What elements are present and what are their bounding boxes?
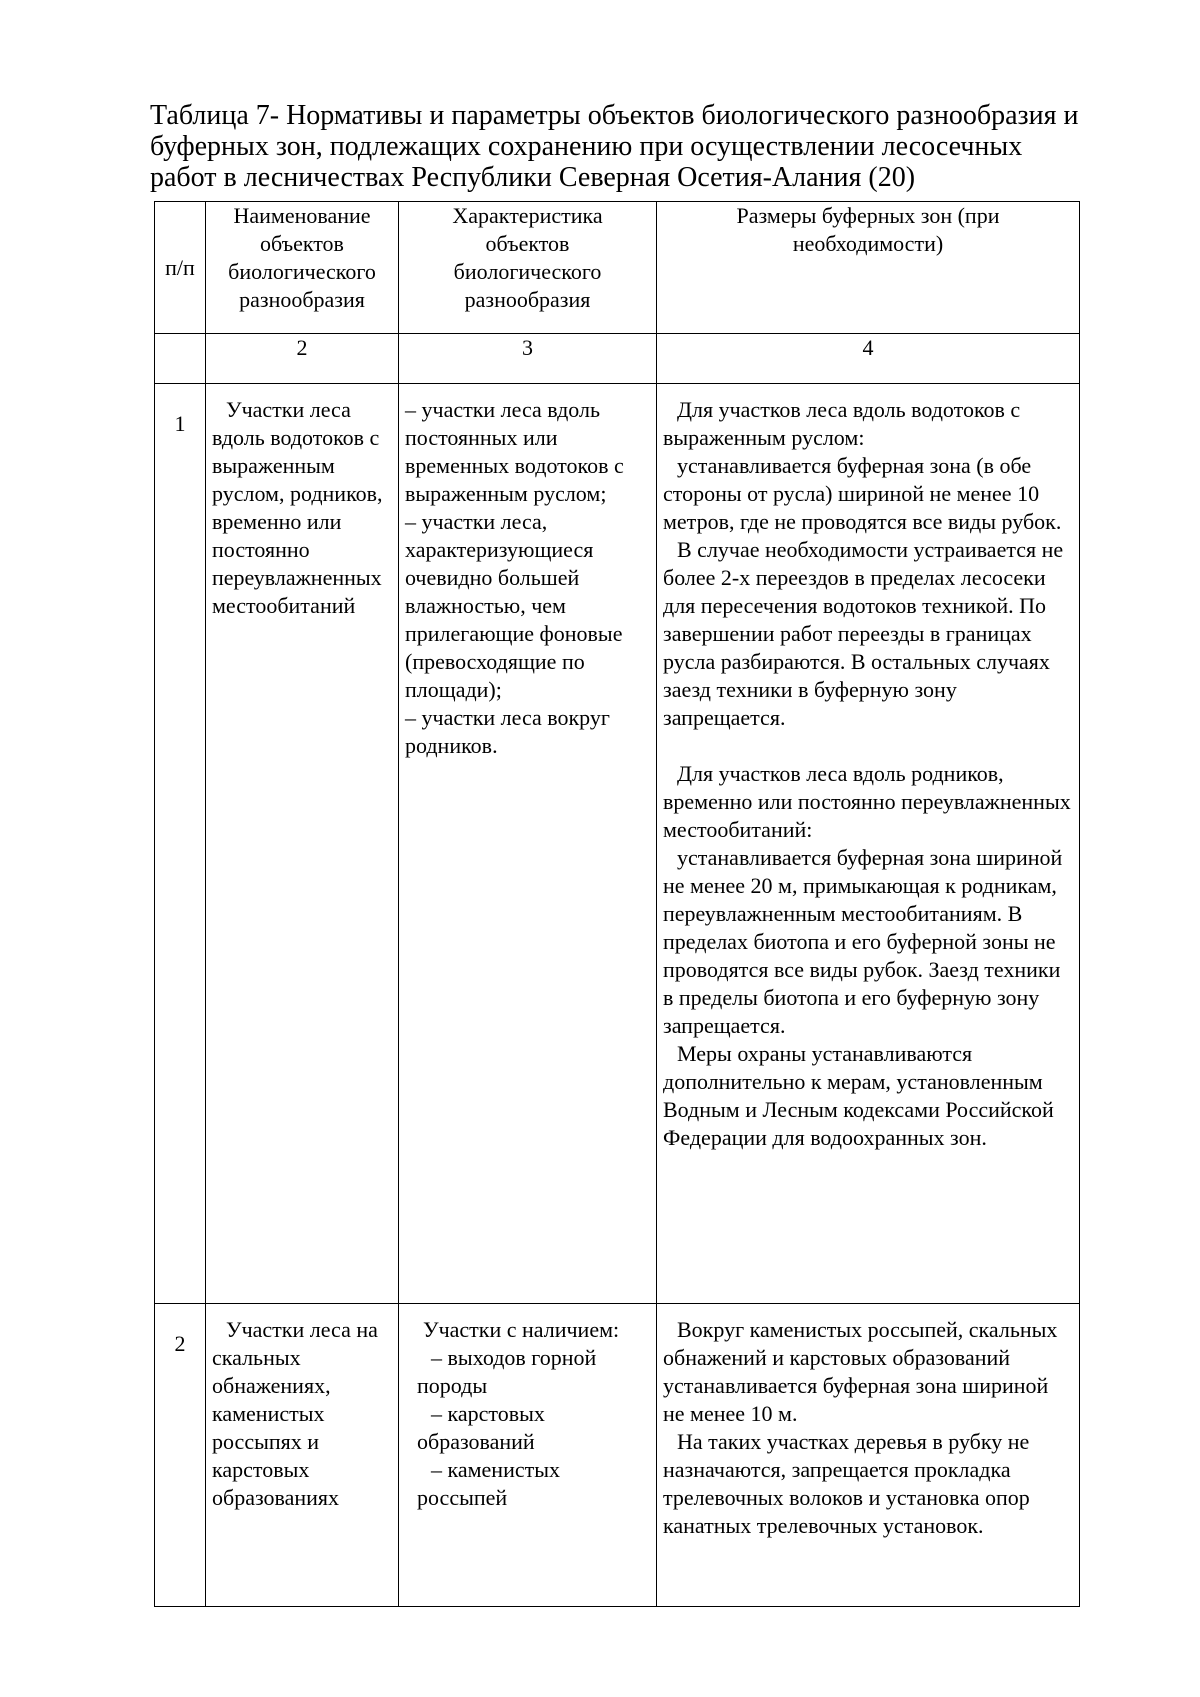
buffer-paragraph: устанавливается буферная зона шириной не менее 20 м, примыкающая к родникам, переувлажненным местообитаниям. В пределах биотопа и его буферной зоны не проводятся все виды рубок. Заезд техники в пределы биотопа и его буферную зону запрещается. <box>663 845 1063 1038</box>
characteristic-item: – участки леса вокруг родников. <box>405 705 610 758</box>
buffer-paragraph: Меры охраны устанавливаются дополнительно к мерам, установленным Водным и Лесным кодексами Российской Федерации для водоохранных зон. <box>663 1041 1054 1150</box>
buffer-zone-cell <box>657 384 1080 1304</box>
object-name-cell <box>206 1304 399 1607</box>
object-name: Участки леса на скальных обнажениях, каменистых россыпях и карстовых образованиях <box>212 1317 378 1510</box>
row-number-cell <box>155 384 206 1304</box>
header-characteristics-label: Характеристика объектов биологического разнообразия <box>452 203 603 312</box>
header-col-name <box>206 202 399 334</box>
header-col-buffer <box>657 202 1080 334</box>
characteristics-cell <box>399 384 657 1304</box>
characteristic-item: – каменистых россыпей <box>417 1457 561 1510</box>
buffer-paragraph: Вокруг каменистых россыпей, скальных обнажений и карстовых образований устанавливается буферная зона шириной не менее 10 м. <box>663 1317 1058 1426</box>
characteristic-item: – участки леса вдоль постоянных или временных водотоков с выраженным руслом; <box>405 397 624 506</box>
buffer-paragraph: Для участков леса вдоль родников, временно или постоянно переувлажненных местообитаний: <box>663 761 1071 842</box>
row-number: 1 <box>174 411 186 436</box>
column-numbers-row <box>155 334 1080 384</box>
object-name-cell <box>206 384 399 1304</box>
colnum-1 <box>155 334 206 384</box>
buffer-paragraph: На таких участках деревья в рубку не назначаются, запрещается прокладка трелевочных волоков и установка опор канатных трелевочных установок. <box>663 1429 1030 1538</box>
characteristics-cell <box>399 1304 657 1607</box>
row-number: 2 <box>174 1331 186 1356</box>
colnum-2: 2 <box>206 334 399 384</box>
biodiversity-table <box>154 201 1080 1607</box>
header-num-label: п/п <box>165 255 195 280</box>
header-col-num <box>155 202 206 334</box>
header-buffer-label: Размеры буферных зон (при необходимости) <box>736 203 1000 256</box>
characteristic-item: – выходов горной породы <box>417 1345 597 1398</box>
table-row <box>155 384 1080 1304</box>
row-number-cell <box>155 1304 206 1607</box>
header-name-label: Наименование объектов биологического разнообразия <box>228 203 376 312</box>
header-col-characteristics <box>399 202 657 334</box>
table-caption: Таблица 7- Нормативы и параметры объектов биологического разнообразия и буферных зон, подлежащих сохранению при осуществлении лесосечных работ в лесничествах Республики Северная Осетия-Алания (20) <box>150 100 1079 193</box>
buffer-paragraph: устанавливается буферная зона (в обе стороны от русла) шириной не менее 10 метров, где не проводятся все виды рубок. <box>663 453 1062 534</box>
colnum-4: 4 <box>657 334 1080 384</box>
characteristic-item: – участки леса, характеризующиеся очевидно большей влажностью, чем прилегающие фоновые (превосходящие по площади); <box>405 509 623 702</box>
buffer-zone-cell <box>657 1304 1080 1607</box>
page <box>150 100 1080 193</box>
characteristic-item: – карстовых образований <box>417 1401 545 1454</box>
table-row <box>155 1304 1080 1607</box>
characteristic-intro: Участки с наличием: <box>423 1317 620 1342</box>
table-header-row <box>155 202 1080 334</box>
buffer-paragraph: В случае необходимости устраивается не более 2-х переездов в пределах лесосеки для пересечения водотоков техникой. По завершении работ переезды в границах русла разбираются. В остальных случаях заезд техники в буферную зону запрещается. <box>663 537 1064 730</box>
object-name: Участки леса вдоль водотоков с выраженным руслом, родников, временно или постоянно переувлажненных местообитаний <box>212 397 383 618</box>
buffer-paragraph: Для участков леса вдоль водотоков с выраженным руслом: <box>663 397 1021 450</box>
colnum-3: 3 <box>399 334 657 384</box>
